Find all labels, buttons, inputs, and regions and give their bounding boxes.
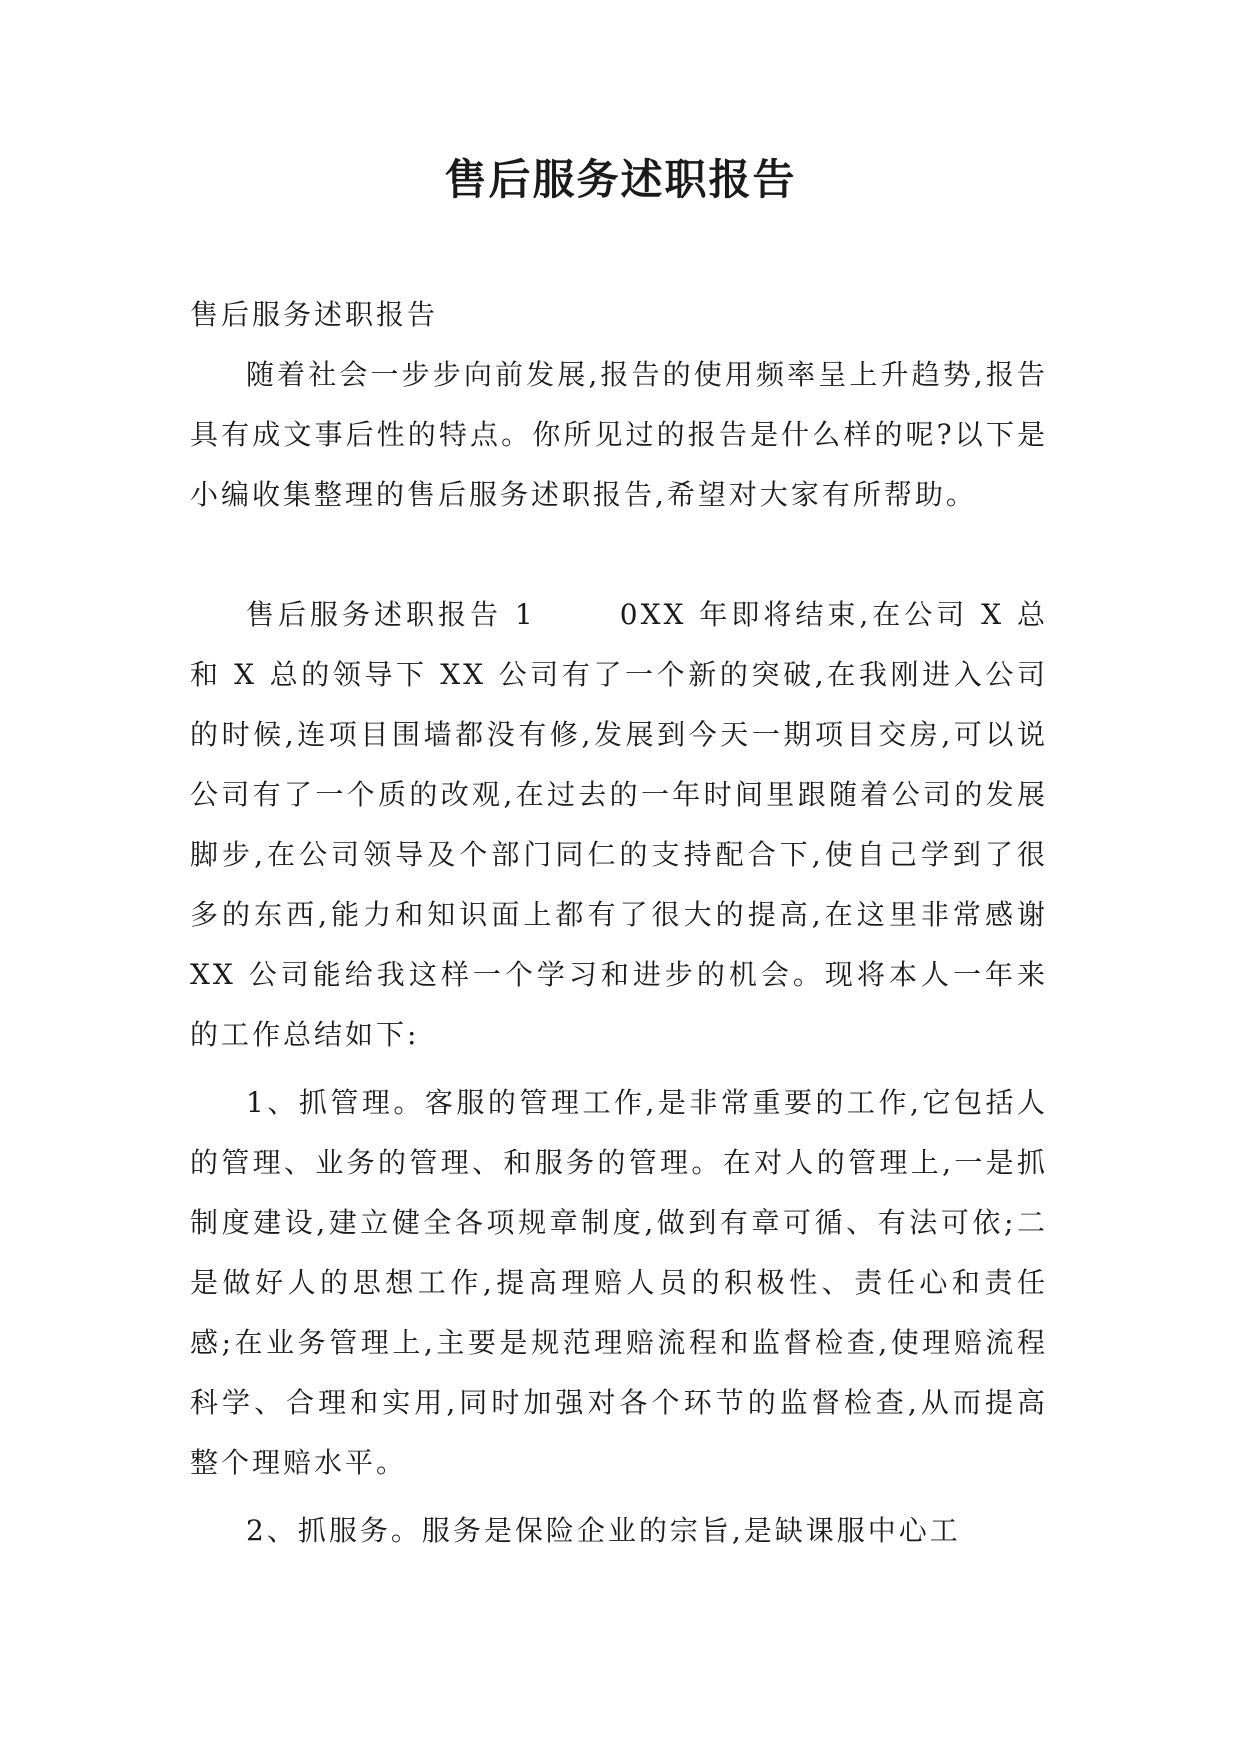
section1-heading: 售后服务述职报告 1	[246, 598, 536, 631]
intro-paragraph: 随着社会一步步向前发展,报告的使用频率呈上升趋势,报告具有成文事后性的特点。你所见过的报告是什么样的呢?以下是小编收集整理的售后服务述职报告,希望对大家有所帮助。	[190, 358, 1048, 511]
document-subtitle: 售后服务述职报告	[190, 298, 439, 331]
paragraph-gap-small	[190, 1493, 1048, 1501]
document-body	[190, 285, 1048, 1561]
item2-paragraph: 2、抓服务。服务是保险企业的宗旨,是缺课服中心工	[246, 1514, 961, 1547]
paragraph-gap	[190, 525, 1048, 585]
item1-paragraph: 1、抓管理。客服的管理工作,是非常重要的工作,它包括人的管理、业务的管理、和服务的管理。在对人的管理上,一是抓制度建设,建立健全各项规章制度,做到有章可循、有法可依;二是做好人的思想工作,提高理赔人员的积极性、责任心和责任感;在业务管理上,主要是规范理赔流程和监督检查,使理赔流程科学、合理和实用,同时加强对各个环节的监督检查,从而提高整个理赔水平。	[190, 1086, 1048, 1479]
document-title: 售后服务述职报告	[444, 155, 797, 204]
section1-text: 0XX 年即将结束,在公司 X 总和 X 总的领导下 XX 公司有了一个新的突破,在我刚进入公司的时候,连项目围墙都没有修,发展到今天一期项目交房,可以说公司有了一个质的改观,在过去的一年时间里跟随着公司的发展脚步,在公司领导及个部门同仁的支持配合下,使自己学到了很多的东西,能力和知识面上都有了很大的提高,在这里非常感谢 XX 公司能给我这样一个学习和进步的机会。现将本人一年来的工作总结如下:	[190, 598, 1049, 1051]
paragraph-gap-small	[190, 1065, 1048, 1073]
section1-paragraph	[190, 585, 1048, 1065]
